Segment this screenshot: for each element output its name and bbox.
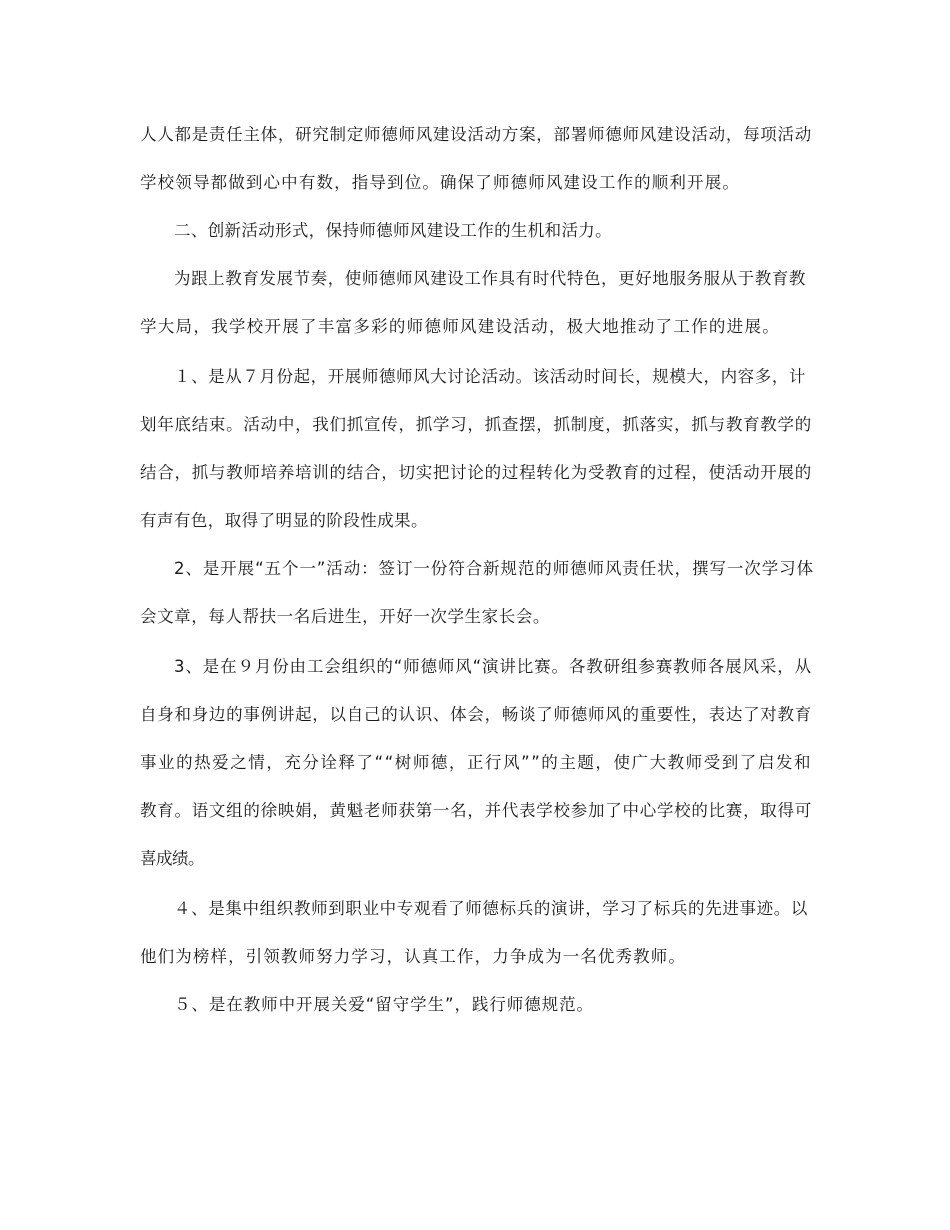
text-line: 学校领导都做到心中有数，指导到位。确保了师德师风建设工作的顺利开展。: [140, 173, 740, 192]
text-line: 2、是开展“五个一”活动：签订一份符合新规范的师德师风责任状，撰写一次学习体: [174, 559, 814, 578]
text-line: 划年底结束。活动中，我们抓宣传，抓学习，抓查摆，抓制度，抓落实，抓与教育教学的: [140, 415, 812, 434]
text-line: 自身和身边的事例讲起，以自己的认识、体会，畅谈了师德师风的重要性，表达了对教育: [140, 705, 812, 724]
text-line: 学大局，我学校开展了丰富多彩的师德师风建设活动，极大地推动了工作的进展。: [140, 317, 780, 336]
text-line: 教育。语文组的徐映娟，黄魁老师获第一名，并代表学校参加了中心学校的比赛，取得可: [140, 801, 812, 820]
text-line: 有声有色，取得了明显的阶段性成果。: [140, 511, 428, 530]
text-line: １、是从７月份起，开展师德师风大讨论活动。该活动时间长，规模大，内容多，计: [174, 367, 806, 386]
text-line: ５、是在教师中开展关爱“留守学生”，践行师德规范。: [174, 995, 594, 1014]
text-line: 喜成绩。: [140, 849, 204, 868]
text-line: 3、是在９月份由工会组织的“师德师风“演讲比赛。各教研组参赛教师各展风采，从: [174, 657, 812, 676]
text-line: 他们为榜样，引领教师努力学习，认真工作，力争成为一名优秀教师。: [140, 947, 686, 966]
text-line: 事业的热爱之情，充分诠释了““树师德，正行风””的主题，使广大教师受到了启发和: [140, 753, 812, 772]
text-line: 人人都是责任主体，研究制定师德师风建设活动方案，部署师德师风建设活动，每项活动: [140, 125, 812, 144]
text-line: 为跟上教育发展节奏，使师德师风建设工作具有时代特色，更好地服务服从于教育教: [174, 269, 806, 288]
text-line: ４、是集中组织教师到职业中专观看了师德标兵的演讲，学习了标兵的先进事迹。以: [174, 899, 808, 918]
section-heading: 二、创新活动形式，保持师德师风建设工作的生机和活力。: [174, 221, 612, 240]
text-line: 会文章，每人帮扶一名后进生，开好一次学生家长会。: [140, 607, 550, 626]
text-line: 结合，抓与教师培养培训的结合，切实把讨论的过程转化为受教育的过程，使活动开展的: [140, 463, 812, 482]
